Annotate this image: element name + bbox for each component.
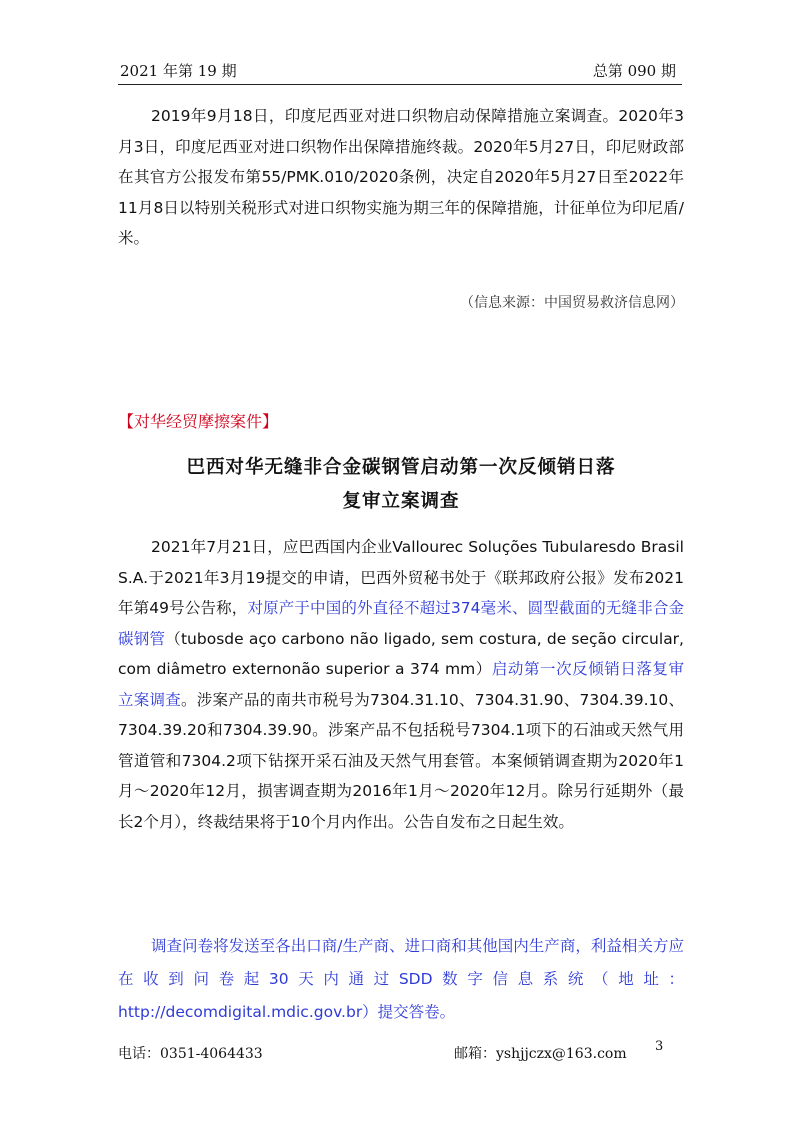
paragraph-brazil-action: 启动第一次反倾销日落复审立案调查 [118,660,684,709]
paragraph-brazil-part-5: 。涉案产品的南共市税号为7304.31.10、7304.31.90、7304.39.10、7304.39.20和7304.39.90。涉案产品不包括税号7304.1项下的石油或天然气用管道管和7304.2项下钻探开采石油及天然气用套管。本案倾销调查期为2020年1月～2020年12月，损害调查期为2016年1月～2020年12月。除另行延期外（最长2个月），终裁结果将于10个月内作出。公告自发布之日起生效。 [118,690,684,831]
paragraph-brazil-part-1: 2021年7月21日，应巴西国内企业Vallourec Soluções Tubularesdo Brasil S.A.于2021年3月19提交的申请，巴西外贸秘书处于《联邦政府公报》发布2021年第49号公告称， [118,538,684,617]
paragraph-questionnaire: 调查问卷将发送至各出口商/生产商、进口商和其他国内生产商，利益相关方应在收到问卷起30天内通过SDD数字信息系统（地址：http://decomdigital.mdic.gov.br）提交答卷。 [118,937,684,1021]
page-number: 3 [655,1039,664,1054]
paragraph-brazil-portuguese-name: （tubosde aço carbono não ligado, sem costura, de seção circular, com diâmetro externonão superior a 374 mm） [118,629,684,678]
total-issue-number: 总第 090 期 [592,62,676,80]
section-tag: 【对华经贸摩擦案件】 [118,412,279,431]
source-note: （信息来源：中国贸易救济信息网） [460,295,684,311]
footer-phone: 电话：0351-4064433 [118,1046,263,1062]
paragraph-indonesia-safeguard: 2019年9月18日，印度尼西亚对进口织物启动保障措施立案调查。2020年3月3日，印度尼西亚对进口织物作出保障措施终裁。2020年5月27日，印尼财政部在其官方公报发布第55/PMK.010/2020条例，决定自2020年5月27日至2022年11月8日以特别关税形式对进口织物实施为期三年的保障措施，计征单位为印尼盾/米。 [118,107,684,247]
paragraph-brazil-case [118,532,684,837]
paragraph-brazil-product-scope: 对原产于中国的外直径不超过374毫米、圆型截面的无缝非合金碳钢管 [118,599,684,648]
issue-number: 2021 年第 19 期 [120,62,237,80]
article-title-line-2: 复审立案调查 [342,491,460,512]
article-title [118,451,684,519]
footer-email: 邮箱：yshjjczx@163.com [454,1046,627,1062]
page-header [118,58,682,85]
article-title-line-1: 巴西对华无缝非合金碳钢管启动第一次反倾销日落 [186,457,616,478]
